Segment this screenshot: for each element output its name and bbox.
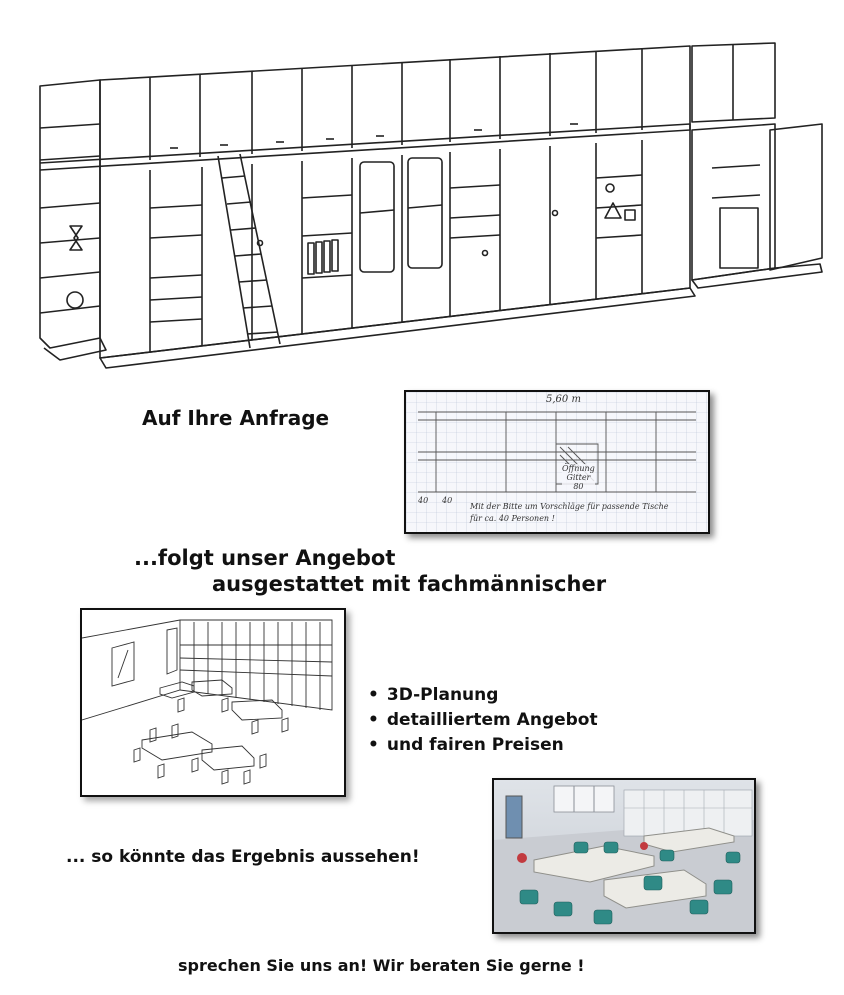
sketch-grid [406,392,708,532]
furnished-room-illustration [494,780,754,932]
hand-sketch-panel [404,390,710,534]
feature-item-3d-planning: • 3D-Planung [368,683,598,708]
3d-room-sketch [82,610,344,795]
feature-item-detailed-offer: • detailliertem Angebot [368,708,598,733]
sketch-note-line-2: für ca. 40 Personen ! [470,514,555,523]
headline-offer-1: ...folgt unser Angebot [134,546,396,570]
result-photo [492,778,756,934]
cabinet-wall-drawing [30,38,830,373]
footer-cta: sprechen Sie uns an! Wir beraten Sie gerne ! [178,956,585,975]
sketch-opening-label-2: Gitter [566,473,591,482]
sketch-opening-width: 80 [573,482,584,491]
feature-item-fair-prices: • und fairen Preisen [368,733,598,758]
sketch-margin-label-1: 40 [418,496,429,505]
3d-planning-drawing [80,608,346,797]
headline-offer-2: ausgestattet mit fachmännischer [212,572,607,596]
sketch-opening-label [562,464,595,491]
feature-list [368,683,598,758]
sketch-width-label: 5,60 m [546,394,581,405]
headline-request: Auf Ihre Anfrage [142,406,330,430]
headline-result: ... so könnte das Ergebnis aussehen! [66,847,420,867]
sketch-opening-label-1: Öffnung [562,464,595,473]
sketch-note-line-1: Mit der Bitte um Vorschläge für passende Tische [470,502,669,511]
sketch-margin-label-2: 40 [442,496,453,505]
